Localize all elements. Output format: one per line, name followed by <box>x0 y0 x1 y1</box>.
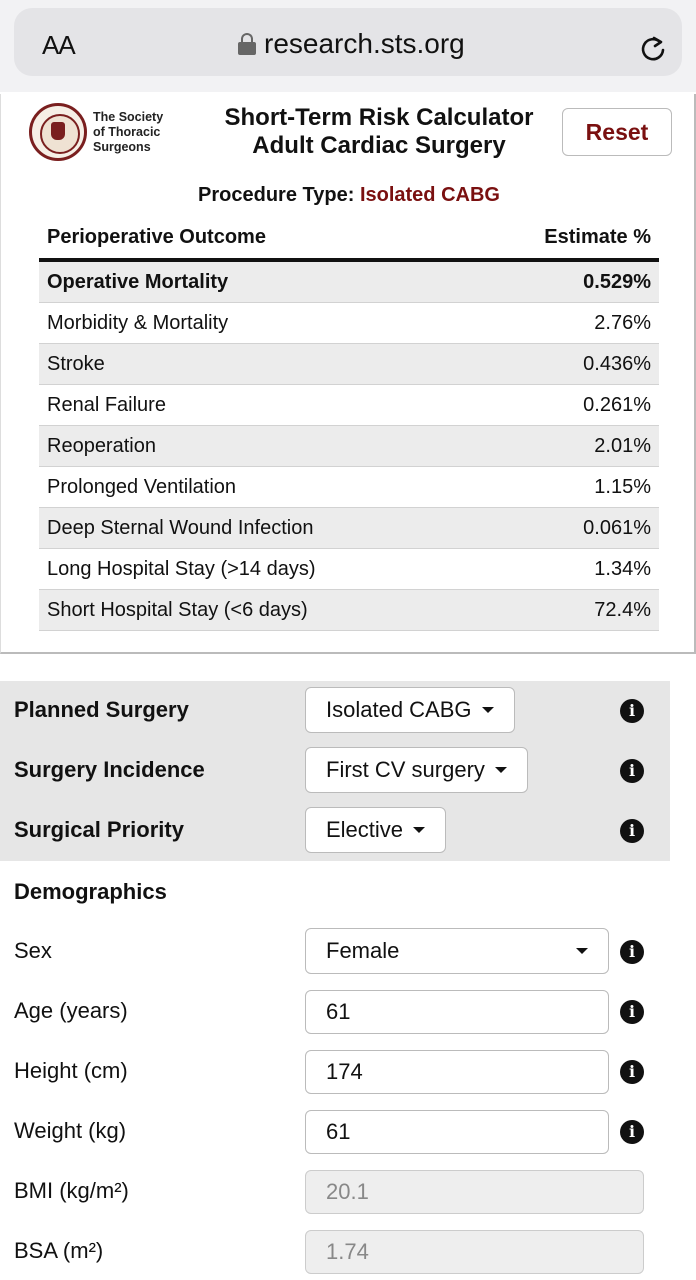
bmi-row <box>0 1162 670 1222</box>
browser-chrome <box>0 0 696 92</box>
procedure-type: Procedure Type: Isolated CABG <box>198 184 500 206</box>
age-input[interactable]: 61 <box>305 990 609 1034</box>
demographics-heading: Demographics <box>14 879 167 904</box>
bsa-readonly-field: 1.74 <box>305 1230 644 1274</box>
age-row <box>0 982 670 1042</box>
surgical-priority-dropdown[interactable]: Elective <box>305 807 446 853</box>
table-row: Deep Sternal Wound Infection 0.061% <box>39 508 659 549</box>
table-row: Morbidity & Mortality 2.76% <box>39 303 659 344</box>
weight-input[interactable]: 61 <box>305 1110 609 1154</box>
bsa-label: BSA (m²) <box>14 1238 104 1263</box>
surgery-incidence-label: Surgery Incidence <box>14 757 205 782</box>
height-label: Height (cm) <box>14 1058 128 1083</box>
surgical-priority-label: Surgical Priority <box>14 817 184 842</box>
height-input[interactable]: 174 <box>305 1050 609 1094</box>
col-header-outcome: Perioperative Outcome <box>47 225 266 248</box>
info-icon[interactable]: i <box>620 1120 644 1144</box>
weight-row <box>0 1102 670 1162</box>
height-row <box>0 1042 670 1102</box>
bsa-row <box>0 1222 670 1280</box>
table-row: Reoperation 2.01% <box>39 426 659 467</box>
planned-surgery-row <box>0 681 670 741</box>
org-name: The Society of Thoracic Surgeons <box>93 109 164 154</box>
url-text: research.sts.org <box>264 28 465 59</box>
reset-button[interactable]: Reset <box>562 108 672 156</box>
table-row: Long Hospital Stay (>14 days) 1.34% <box>39 549 659 590</box>
chevron-down-icon <box>495 767 507 773</box>
sex-row <box>0 922 670 982</box>
sts-logo <box>29 102 199 162</box>
reload-icon[interactable] <box>638 34 668 64</box>
info-icon[interactable]: i <box>620 699 644 723</box>
chevron-down-icon <box>576 948 588 954</box>
table-row: Operative Mortality 0.529% <box>39 262 659 303</box>
planned-surgery-dropdown[interactable]: Isolated CABG <box>305 687 515 733</box>
bmi-label: BMI (kg/m²) <box>14 1178 129 1203</box>
results-card <box>0 94 696 654</box>
table-row: Prolonged Ventilation 1.15% <box>39 467 659 508</box>
sts-seal-logo <box>29 103 87 161</box>
table-row: Renal Failure 0.261% <box>39 385 659 426</box>
planned-surgery-label: Planned Surgery <box>14 697 189 722</box>
surgical-priority-row <box>0 801 670 861</box>
results-table <box>39 216 659 631</box>
col-header-estimate: Estimate % <box>544 225 651 248</box>
address-bar[interactable] <box>14 8 682 76</box>
info-icon[interactable]: i <box>620 940 644 964</box>
results-header <box>39 216 659 262</box>
chevron-down-icon <box>413 827 425 833</box>
table-row: Short Hospital Stay (<6 days) 72.4% <box>39 590 659 631</box>
surgery-incidence-row <box>0 741 670 801</box>
sex-select[interactable]: Female <box>305 928 609 974</box>
info-icon[interactable]: i <box>620 1060 644 1084</box>
age-label: Age (years) <box>14 998 128 1023</box>
weight-label: Weight (kg) <box>14 1118 127 1143</box>
page-title: Short-Term Risk Calculator Adult Cardiac Surgery <box>224 104 534 159</box>
sex-label: Sex <box>14 938 52 963</box>
text-size-button[interactable]: AA <box>42 30 75 60</box>
url-display[interactable] <box>238 28 465 60</box>
surgery-incidence-dropdown[interactable]: First CV surgery <box>305 747 528 793</box>
bmi-readonly-field: 20.1 <box>305 1170 644 1214</box>
info-icon[interactable]: i <box>620 1000 644 1024</box>
chevron-down-icon <box>482 707 494 713</box>
table-row: Stroke 0.436% <box>39 344 659 385</box>
lock-icon <box>238 33 256 55</box>
info-icon[interactable]: i <box>620 819 644 843</box>
info-icon[interactable]: i <box>620 759 644 783</box>
